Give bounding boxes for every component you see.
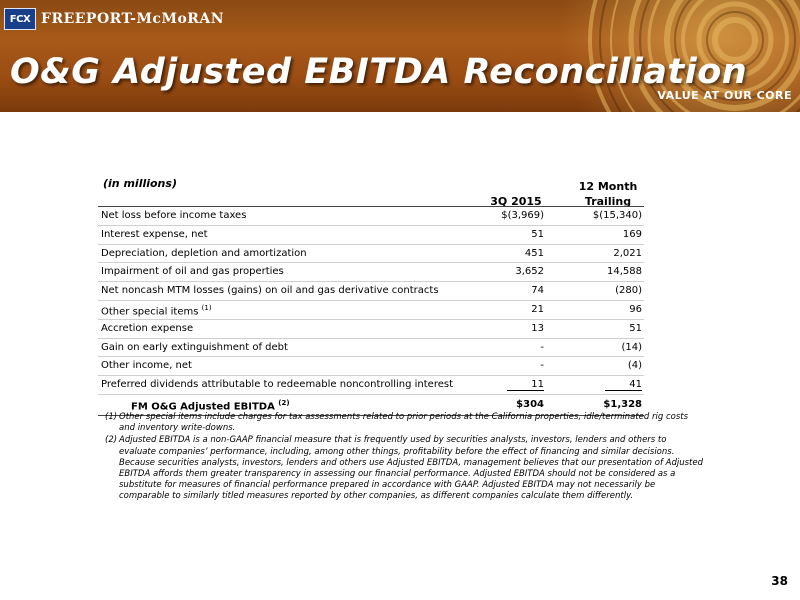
row-label: Depreciation, depletion and amortization bbox=[101, 247, 307, 259]
row-value-3q: $(3,969) bbox=[501, 210, 544, 221]
table-row bbox=[98, 320, 644, 339]
row-value-3q: 21 bbox=[531, 303, 544, 315]
row-label: Accretion expense bbox=[101, 322, 194, 334]
footnote-ref: (1) bbox=[201, 303, 212, 312]
row-value-3q: 11 bbox=[507, 379, 544, 390]
row-value-ttm: (4) bbox=[627, 360, 642, 372]
row-value-ttm: 169 bbox=[622, 228, 642, 240]
row-value-ttm: (14) bbox=[621, 341, 642, 353]
total-label: FM O&G Adjusted EBITDA $^{(2)}$ bbox=[131, 398, 290, 413]
logo-mark-icon: FCX bbox=[4, 8, 36, 30]
company-logo bbox=[4, 8, 224, 30]
table-row bbox=[98, 282, 644, 301]
table-row bbox=[98, 376, 644, 395]
row-value-3q: 451 bbox=[524, 247, 544, 259]
row-value-ttm: 41 bbox=[605, 379, 642, 390]
row-label: Impairment of oil and gas properties bbox=[101, 266, 284, 278]
table-row bbox=[98, 263, 644, 282]
footnote bbox=[105, 412, 705, 434]
table-row bbox=[98, 357, 644, 376]
logo-text: FREEPORT-McMoRAN bbox=[41, 11, 225, 27]
footnote-ref: (2) bbox=[278, 398, 290, 407]
footnote-text: Other special items include charges for tax assessments related to prior periods at the California properties, idle/terminated rig costs and inventory write-downs. bbox=[119, 412, 689, 434]
row-label: Net loss before income taxes bbox=[101, 210, 247, 221]
row-label: Other special items $^{(1)}$ bbox=[101, 303, 212, 318]
reconciliation-table bbox=[98, 206, 644, 416]
units-label: (in millions) bbox=[103, 177, 177, 190]
row-value-3q: - bbox=[540, 341, 544, 353]
total-value-3q: $304 bbox=[516, 398, 544, 410]
row-value-ttm: $(15,340) bbox=[592, 210, 642, 221]
footnote-number: (2) bbox=[105, 435, 118, 446]
footnotes bbox=[105, 412, 705, 504]
total-value-ttm: $1,328 bbox=[603, 398, 642, 410]
row-value-3q: - bbox=[540, 360, 544, 372]
row-label: Interest expense, net bbox=[101, 228, 208, 240]
row-value-ttm: 2,021 bbox=[613, 247, 642, 259]
row-label: Preferred dividends attributable to redeemable noncontrolling interest bbox=[101, 379, 454, 391]
tagline: VALUE AT OUR CORE bbox=[657, 89, 792, 102]
table-row bbox=[98, 245, 644, 264]
row-value-3q: 74 bbox=[531, 285, 544, 297]
table-row bbox=[98, 207, 644, 226]
footnote-number: (1) bbox=[105, 412, 118, 422]
row-value-3q: 51 bbox=[531, 228, 544, 240]
row-value-3q: 13 bbox=[531, 322, 544, 334]
table-row bbox=[98, 301, 644, 320]
header-banner bbox=[0, 0, 800, 112]
row-value-ttm: (280) bbox=[615, 285, 642, 297]
table-row bbox=[98, 226, 644, 245]
page-title: O&G Adjusted EBITDA Reconciliation bbox=[10, 52, 748, 92]
footnote bbox=[105, 435, 705, 502]
row-label: Gain on early extinguishment of debt bbox=[101, 341, 288, 353]
footnote-text: Adjusted EBITDA is a non-GAAP financial measure that is frequently used by securities analysts, investors, lenders and others to evaluate companies’ performance, including, among other things, profitability before the effect of financing and similar decisions. Because securities analysts, investors, lenders and others use Adjusted EBITDA, management believes that our presentation of Adjusted EBITDA affords them greater transparency in assessing our financial performance. Adjusted EBITDA should not be considered as a substitute for measures of financial performance prepared in accordance with GAAP. Adjusted EBITDA may not necessarily be comparable to similarly titled measures reported by other companies, as different companies calculate them differently. bbox=[119, 435, 704, 502]
row-value-ttm: 51 bbox=[629, 322, 642, 334]
row-value-ttm: 14,588 bbox=[607, 266, 642, 278]
row-label: Other income, net bbox=[101, 360, 192, 372]
column-header-12-month-trailing: 12 Month Trailing bbox=[578, 180, 638, 208]
row-value-ttm: 96 bbox=[629, 303, 642, 315]
page-number: 38 bbox=[771, 574, 788, 588]
column-header-3q2015: 3Q 2015 bbox=[490, 195, 542, 208]
table-row bbox=[98, 339, 644, 358]
row-label: Net noncash MTM losses (gains) on oil and gas derivative contracts bbox=[101, 285, 439, 297]
row-value-3q: 3,652 bbox=[515, 266, 544, 278]
